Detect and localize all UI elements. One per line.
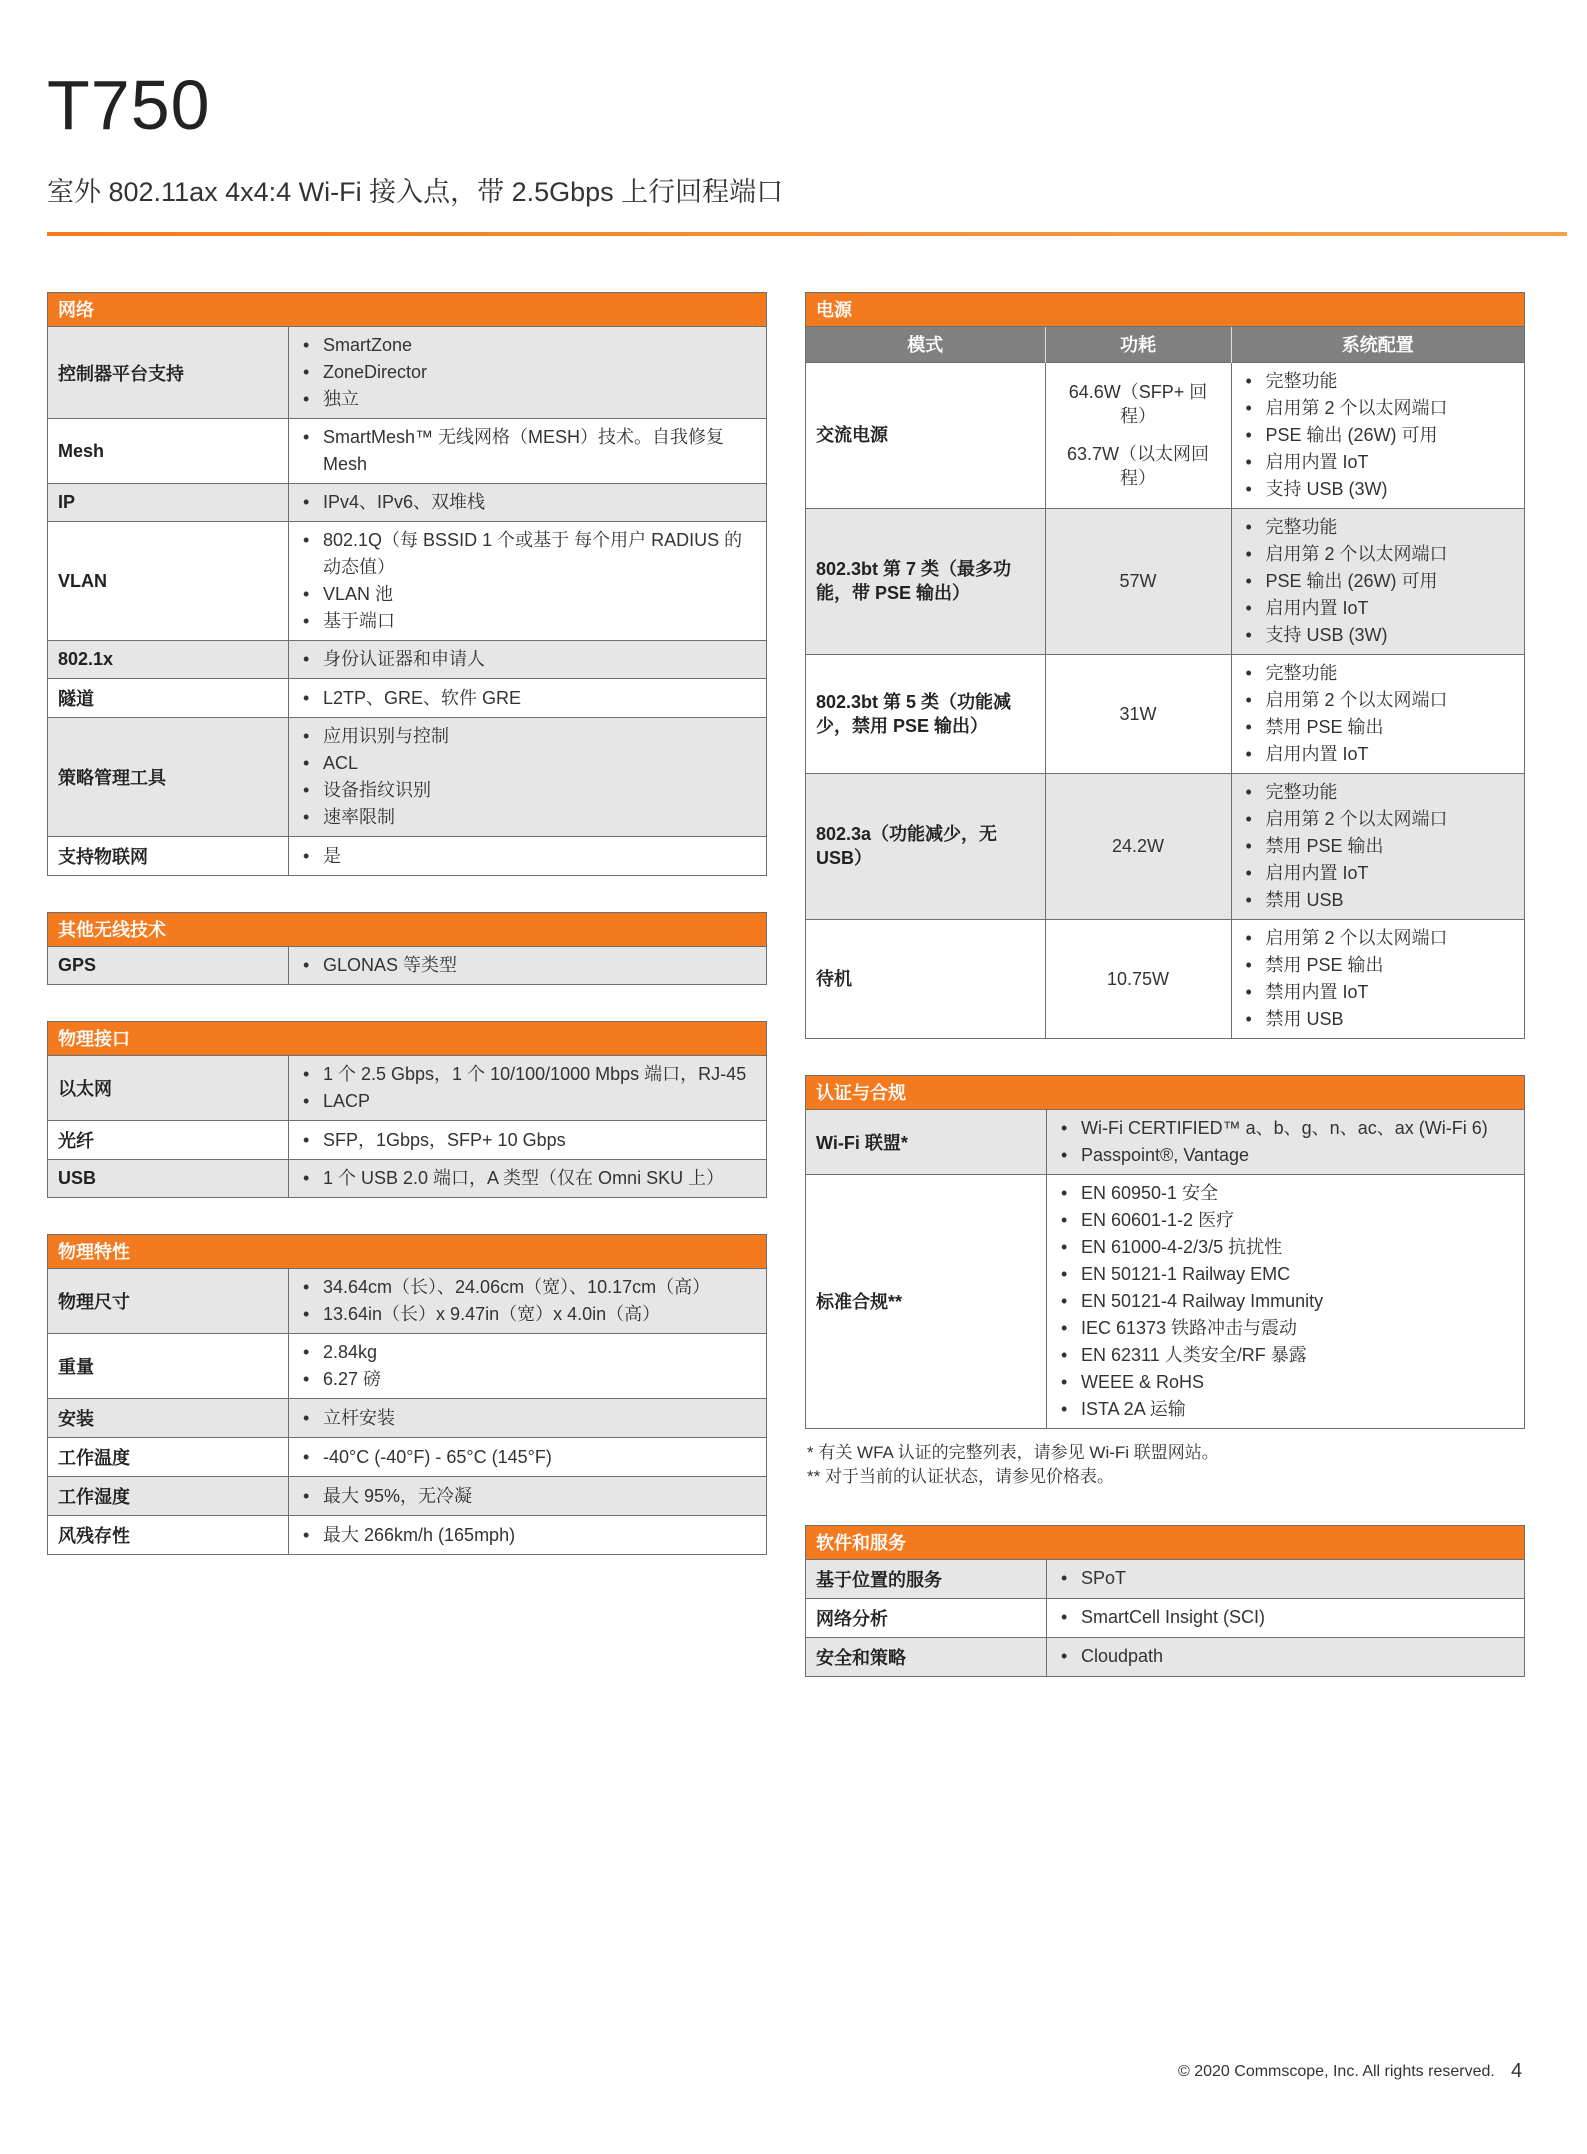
spec-label: 工作温度 (48, 1438, 289, 1476)
column-header: 模式 (806, 327, 1045, 362)
spec-label: IP (48, 484, 289, 521)
spec-value (289, 1438, 766, 1476)
spec-value (1047, 1560, 1524, 1598)
spec-value (289, 679, 766, 717)
section-network (47, 292, 767, 876)
note-line: ** 对于当前的认证状态，请参见价格表。 (807, 1466, 1114, 1486)
spec-label: 基于位置的服务 (806, 1560, 1047, 1598)
bullet-item: • 启用第 2 个以太网端口 (1242, 806, 1515, 833)
power-config (1231, 508, 1524, 654)
section-certification (805, 1075, 1525, 1429)
power-value: 63.7W（以太网回程） (1066, 444, 1210, 488)
bullet-item: • 应用识别与控制 (299, 723, 756, 750)
bullet-item: • 禁用内置 IoT (1242, 979, 1515, 1006)
spec-value (289, 484, 766, 521)
spec-value (289, 718, 766, 836)
power-table (806, 327, 1524, 1038)
bullet-item: • 启用内置 IoT (1242, 860, 1515, 887)
spec-label: Wi-Fi 联盟* (806, 1110, 1047, 1174)
spec-row (806, 1598, 1524, 1637)
spec-row (48, 717, 766, 836)
page-number: 4 (1511, 2060, 1523, 2082)
bullet-item: • Wi-Fi CERTIFIED™ a、b、g、n、ac、ax (Wi-Fi 6) (1057, 1115, 1514, 1142)
spec-value (1047, 1175, 1524, 1428)
section-heading: 认证与合规 (806, 1076, 1524, 1110)
power-mode: 802.3bt 第 5 类（功能减少，禁用 PSE 输出） (806, 654, 1045, 773)
certification-notes (805, 1441, 1525, 1489)
bullet-list (299, 1483, 756, 1510)
power-consumption (1045, 773, 1231, 919)
bullet-list (1242, 660, 1515, 768)
bullet-list (1242, 925, 1515, 1033)
spec-label: 光纤 (48, 1121, 289, 1159)
bullet-item: • 启用内置 IoT (1242, 449, 1515, 476)
bullet-list (299, 1127, 756, 1154)
bullet-item: • 完整功能 (1242, 660, 1515, 687)
power-row (806, 773, 1524, 919)
bullet-item: • SPoT (1057, 1565, 1514, 1592)
spec-value (289, 419, 766, 483)
power-value: 31W (1119, 703, 1157, 724)
bullet-list (299, 1339, 756, 1393)
section-power (805, 292, 1525, 1039)
power-mode: 802.3a（功能减少，无 USB） (806, 773, 1045, 919)
bullet-list (1242, 368, 1515, 503)
power-consumption (1045, 919, 1231, 1038)
bullet-item: • PSE 输出 (26W) 可用 (1242, 568, 1515, 595)
power-consumption (1045, 654, 1231, 773)
bullet-item: • 完整功能 (1242, 514, 1515, 541)
bullet-item: • 启用内置 IoT (1242, 741, 1515, 768)
spec-label: 网络分析 (806, 1599, 1047, 1637)
spec-row (806, 1560, 1524, 1598)
left-column (47, 292, 767, 1591)
spec-label: VLAN (48, 522, 289, 640)
bullet-item: • 启用第 2 个以太网端口 (1242, 541, 1515, 568)
bullet-item: • ACL (299, 750, 756, 777)
power-mode: 802.3bt 第 7 类（最多功能，带 PSE 输出） (806, 508, 1045, 654)
bullet-item: • PSE 输出 (26W) 可用 (1242, 422, 1515, 449)
spec-row (806, 1110, 1524, 1174)
bullet-list (299, 843, 756, 870)
spec-value (289, 837, 766, 875)
power-row (806, 654, 1524, 773)
spec-label: 重量 (48, 1334, 289, 1398)
bullet-item: • IEC 61373 铁路冲击与震动 (1057, 1315, 1514, 1342)
bullet-item: • EN 50121-1 Railway EMC (1057, 1261, 1514, 1288)
section-physical-characteristics (47, 1234, 767, 1555)
spec-row (48, 1056, 766, 1120)
bullet-item: • SFP，1Gbps，SFP+ 10 Gbps (299, 1127, 756, 1154)
section-heading: 电源 (806, 293, 1524, 327)
spec-row (48, 418, 766, 483)
bullet-item: • ISTA 2A 运输 (1057, 1396, 1514, 1423)
section-physical-interfaces (47, 1021, 767, 1198)
bullet-item: • EN 61000-4-2/3/5 抗扰性 (1057, 1234, 1514, 1261)
section-other-wireless (47, 912, 767, 985)
bullet-item: • 最大 95%，无冷凝 (299, 1483, 756, 1510)
spec-value (1047, 1599, 1524, 1637)
bullet-item: • VLAN 池 (299, 581, 756, 608)
bullet-item: • 启用第 2 个以太网端口 (1242, 925, 1515, 952)
spec-label: 支持物联网 (48, 837, 289, 875)
bullet-item: • 立杆安装 (299, 1405, 756, 1432)
power-config (1231, 773, 1524, 919)
bullet-list (1057, 1115, 1514, 1169)
bullet-list (1057, 1604, 1514, 1631)
bullet-item: • 启用第 2 个以太网端口 (1242, 395, 1515, 422)
spec-row (48, 1515, 766, 1554)
bullet-item: • 13.64in（长）x 9.47in（宽）x 4.0in（高） (299, 1301, 756, 1328)
spec-row (48, 1269, 766, 1333)
spec-row (48, 1120, 766, 1159)
section-heading: 物理特性 (48, 1235, 766, 1269)
spec-row (48, 947, 766, 984)
right-column (805, 292, 1525, 1713)
spec-value (289, 947, 766, 984)
copyright-footer: © 2020 Commscope, Inc. All rights reserved. (1178, 2063, 1495, 2080)
page-subtitle: 室外 802.11ax 4x4:4 Wi-Fi 接入点，带 2.5Gbps 上行回程端口 (47, 177, 784, 207)
spec-row (48, 1476, 766, 1515)
bullet-item: • 是 (299, 843, 756, 870)
bullet-item: • 完整功能 (1242, 779, 1515, 806)
spec-row (48, 1398, 766, 1437)
bullet-item: • 禁用 PSE 输出 (1242, 833, 1515, 860)
bullet-list (299, 489, 756, 516)
bullet-item: • WEEE & RoHS (1057, 1369, 1514, 1396)
spec-row (48, 640, 766, 678)
power-config (1231, 919, 1524, 1038)
bullet-item: • 禁用 USB (1242, 887, 1515, 914)
spec-row (48, 327, 766, 418)
spec-label: 策略管理工具 (48, 718, 289, 836)
power-row (806, 508, 1524, 654)
bullet-item: • 34.64cm（长）、24.06cm（宽）、10.17cm（高） (299, 1274, 756, 1301)
bullet-list (1242, 514, 1515, 649)
bullet-item: • 完整功能 (1242, 368, 1515, 395)
spec-label: 标准合规** (806, 1175, 1047, 1428)
bullet-item: • EN 50121-4 Railway Immunity (1057, 1288, 1514, 1315)
bullet-list (299, 332, 756, 413)
spec-value (289, 1160, 766, 1197)
bullet-list (299, 1165, 756, 1192)
section-heading: 网络 (48, 293, 766, 327)
bullet-item: • 最大 266km/h (165mph) (299, 1522, 756, 1549)
bullet-item: • IPv4、IPv6、双堆栈 (299, 489, 756, 516)
spec-label: 802.1x (48, 641, 289, 678)
bullet-item: • L2TP、GRE、软件 GRE (299, 685, 756, 712)
power-consumption (1045, 362, 1231, 508)
bullet-list (299, 646, 756, 673)
bullet-item: • 基于端口 (299, 608, 756, 635)
bullet-item: • -40°C (-40°F) - 65°C (145°F) (299, 1444, 756, 1471)
power-config (1231, 362, 1524, 508)
bullet-item: • SmartCell Insight (SCI) (1057, 1604, 1514, 1631)
power-row (806, 362, 1524, 508)
power-mode: 交流电源 (806, 362, 1045, 508)
orange-divider (47, 232, 1567, 236)
note-line: * 有关 WFA 认证的完整列表，请参见 Wi-Fi 联盟网站。 (807, 1442, 1219, 1462)
spec-value (289, 1477, 766, 1515)
section-software (805, 1525, 1525, 1677)
bullet-list (1242, 779, 1515, 914)
bullet-item: • 禁用 PSE 输出 (1242, 952, 1515, 979)
bullet-item: • SmartMesh™ 无线网格（MESH）技术。自我修复 Mesh (299, 424, 756, 478)
bullet-item: • 速率限制 (299, 804, 756, 831)
power-value: 64.6W（SFP+ 回程） (1068, 382, 1208, 426)
bullet-list (299, 527, 756, 635)
bullet-list (299, 1061, 756, 1115)
spec-label: 风残存性 (48, 1516, 289, 1554)
bullet-item: • EN 60601-1-2 医疗 (1057, 1207, 1514, 1234)
spec-value (289, 641, 766, 678)
spec-row (48, 1333, 766, 1398)
bullet-item: • Passpoint®, Vantage (1057, 1142, 1514, 1169)
spec-label: 安装 (48, 1399, 289, 1437)
bullet-item: • 支持 USB (3W) (1242, 476, 1515, 503)
column-header: 系统配置 (1231, 327, 1524, 362)
power-row (806, 919, 1524, 1038)
bullet-item: • 禁用 USB (1242, 1006, 1515, 1033)
spec-value (289, 522, 766, 640)
power-consumption (1045, 508, 1231, 654)
bullet-item: • 禁用 PSE 输出 (1242, 714, 1515, 741)
bullet-list (299, 1444, 756, 1471)
bullet-list (1057, 1643, 1514, 1670)
spec-row (48, 678, 766, 717)
spec-value (289, 1269, 766, 1333)
spec-label: 安全和策略 (806, 1638, 1047, 1676)
bullet-item: • 6.27 磅 (299, 1366, 756, 1393)
power-value: 57W (1119, 571, 1157, 591)
bullet-item: • ZoneDirector (299, 359, 756, 386)
power-value: 10.75W (1106, 968, 1170, 989)
spec-label: 以太网 (48, 1056, 289, 1120)
page-title: T750 (47, 66, 211, 144)
spec-row (48, 836, 766, 875)
spec-label: Mesh (48, 419, 289, 483)
spec-row (48, 1437, 766, 1476)
bullet-item: • SmartZone (299, 332, 756, 359)
section-heading: 物理接口 (48, 1022, 766, 1056)
spec-row (806, 1637, 1524, 1676)
spec-label: 工作湿度 (48, 1477, 289, 1515)
bullet-item: • 启用第 2 个以太网端口 (1242, 687, 1515, 714)
bullet-item: • 支持 USB (3W) (1242, 622, 1515, 649)
power-config (1231, 654, 1524, 773)
spec-value (289, 1516, 766, 1554)
power-mode: 待机 (806, 919, 1045, 1038)
bullet-item: • 1 个 2.5 Gbps，1 个 10/100/1000 Mbps 端口，RJ-45 (299, 1061, 756, 1088)
bullet-list (1057, 1565, 1514, 1592)
spec-row (806, 1174, 1524, 1428)
spec-label: 控制器平台支持 (48, 327, 289, 418)
spec-value (289, 1121, 766, 1159)
bullet-item: • 身份认证器和申请人 (299, 646, 756, 673)
spec-label: 隧道 (48, 679, 289, 717)
bullet-item: • EN 62311 人类安全/RF 暴露 (1057, 1342, 1514, 1369)
spec-row (48, 1159, 766, 1197)
bullet-item: • Cloudpath (1057, 1643, 1514, 1670)
section-heading: 软件和服务 (806, 1526, 1524, 1560)
spec-label: USB (48, 1160, 289, 1197)
bullet-item: • 独立 (299, 386, 756, 413)
spec-value (289, 327, 766, 418)
bullet-list (299, 685, 756, 712)
spec-label: GPS (48, 947, 289, 984)
spec-value (1047, 1638, 1524, 1676)
bullet-list (299, 1405, 756, 1432)
spec-value (289, 1334, 766, 1398)
bullet-list (299, 723, 756, 831)
bullet-item: • 1 个 USB 2.0 端口，A 类型（仅在 Omni SKU 上） (299, 1165, 756, 1192)
spec-label: 物理尺寸 (48, 1269, 289, 1333)
bullet-list (299, 952, 756, 979)
bullet-list (299, 424, 756, 478)
spec-row (48, 521, 766, 640)
bullet-list (299, 1274, 756, 1328)
column-header: 功耗 (1045, 327, 1231, 362)
section-heading: 其他无线技术 (48, 913, 766, 947)
bullet-item: • 启用内置 IoT (1242, 595, 1515, 622)
bullet-item: • 2.84kg (299, 1339, 756, 1366)
bullet-list (299, 1522, 756, 1549)
spec-value (1047, 1110, 1524, 1174)
bullet-item: • 设备指纹识别 (299, 777, 756, 804)
bullet-item: • LACP (299, 1088, 756, 1115)
bullet-item: • EN 60950-1 安全 (1057, 1180, 1514, 1207)
spec-row (48, 483, 766, 521)
bullet-list (1057, 1180, 1514, 1423)
spec-value (289, 1399, 766, 1437)
power-value: 24.2W (1111, 836, 1165, 856)
bullet-item: • GLONAS 等类型 (299, 952, 756, 979)
bullet-item: • 802.1Q（每 BSSID 1 个或基于 每个用户 RADIUS 的动态值） (299, 527, 756, 581)
spec-value (289, 1056, 766, 1120)
